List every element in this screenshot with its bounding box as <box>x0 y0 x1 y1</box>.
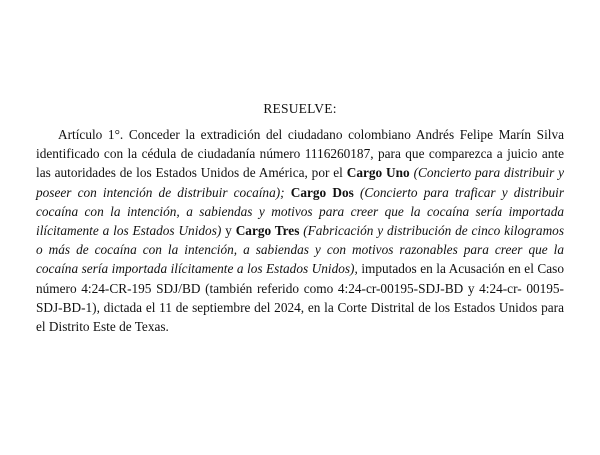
article-paragraph <box>36 125 564 336</box>
charge-three-description: (Fabricación y distribución de cinco kilogramos o más de cocaína con la intención, a sabiendas y con motivos razonables para creer que la cocaína sería importada ilícitamente a los Estados Unidos), <box>36 223 565 277</box>
charge-two-description: (Concierto para traficar y distribuir cocaína con la intención, a sabiendas y motivos para creer que la cocaína sería importada ilícitamente a los Estados Unidos) <box>36 184 565 239</box>
article-closing-text: imputados en la Acusación en el Caso número 4:24-CR-195 SDJ/BD (también referido como 4:24-cr-00195-SDJ-BD y 4:24-cr- 00195-SDJ-BD-1), dictada el 11 de septiembre del 2024, en la Corte Distrital de los Estados Unidos para el Distrito Este de Texas. <box>36 261 564 335</box>
charge-two-label: Cargo Dos <box>290 184 354 200</box>
section-heading: RESUELVE: <box>263 101 337 116</box>
charge-one-description: (Concierto para distribuir y poseer con intención de distribuir cocaína); <box>36 165 565 200</box>
article-label: Artículo 1°. <box>58 127 124 142</box>
charge-three-label: Cargo Tres <box>235 223 300 239</box>
article-intro-text: Conceder la extradición del ciudadano colombiano Andrés Felipe Marín Silva identificado con la cédula de ciudadanía número 1116260187, para que comparezca a juicio ante las autoridades de los Estados Unidos de América, por el <box>36 127 565 181</box>
charge-one-label: Cargo Uno <box>346 165 410 181</box>
charge-joiner: y <box>225 223 232 239</box>
